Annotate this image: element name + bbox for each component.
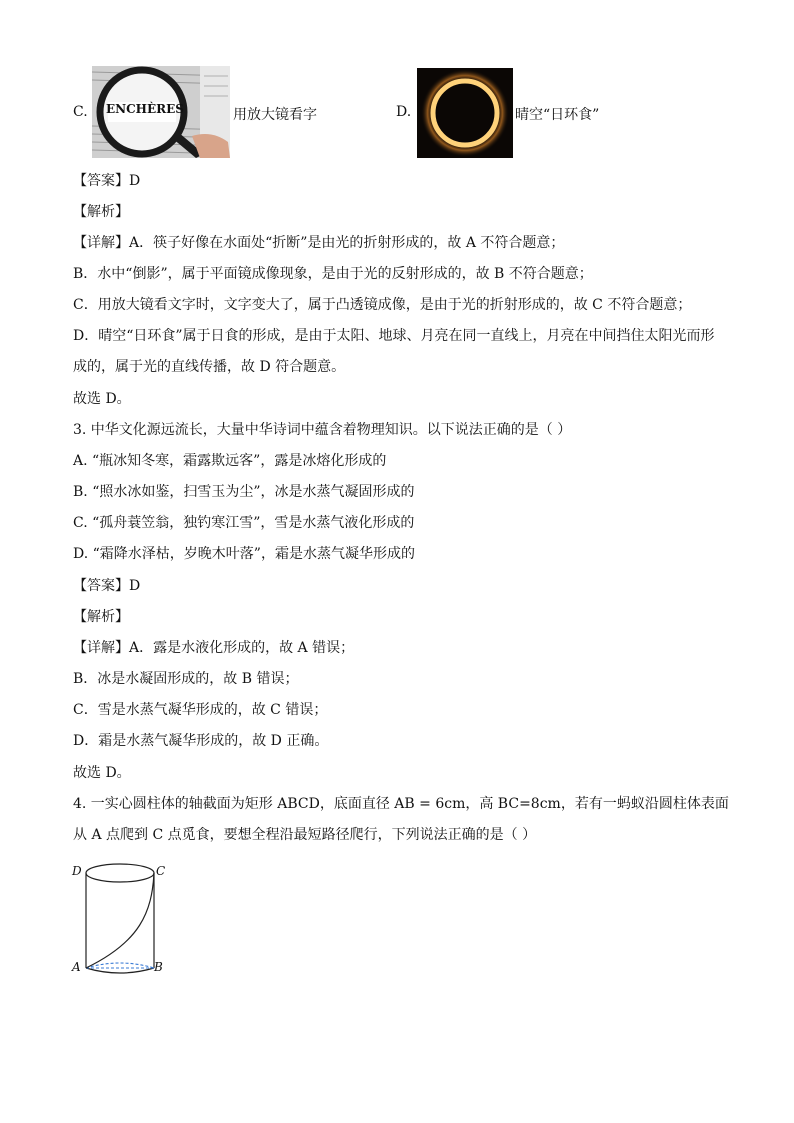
q2-detail-line: C．用放大镜看文字时，文字变大了，属于凸透镜成像，是由于光的折射形成的，故 C 不符合题意； xyxy=(73,297,692,313)
q4-stem-line: 从 A 点爬到 C 点觅食，要想全程沿最短路径爬行，下列说法正确的是（ ） xyxy=(73,827,537,843)
label-a: A xyxy=(72,960,81,974)
magnifier-word: ENCHÈRES xyxy=(106,102,184,116)
q2-answer: 【答案】D xyxy=(73,173,141,189)
q2-option-c xyxy=(73,66,403,160)
q3-analysis-title: 【解析】 xyxy=(73,609,129,625)
q2-detail-line: 【详解】A．筷子好像在水面处“折断”是由光的折射形成的，故 A 不符合题意； xyxy=(73,235,565,251)
option-caption: 晴空“日环食” xyxy=(515,107,600,123)
q3-option-a: A. “瓶冰知冬寒，霜露欺远客”，露是冰熔化形成的 xyxy=(73,453,387,469)
option-letter: C. xyxy=(73,104,88,120)
q4-stem-line: 4. 一实心圆柱体的轴截面为矩形 ABCD，底面直径 AB = 6cm，高 BC=8cm，若有一蚂蚁沿圆柱体表面 xyxy=(73,796,729,812)
q3-detail-line: C．雪是水蒸气凝华形成的，故 C 错误； xyxy=(73,702,328,718)
q3-option-c: C. “孤舟蓑笠翁，独钓寒江雪”，雪是水蒸气液化形成的 xyxy=(73,515,415,531)
q2-detail-line: B．水中“倒影”，属于平面镜成像现象，是由于光的反射形成的，故 B 不符合题意； xyxy=(73,266,593,282)
eclipse-picture xyxy=(417,68,513,158)
q2-analysis-title: 【解析】 xyxy=(73,204,129,220)
q3-stem: 3. 中华文化源远流长，大量中华诗词中蕴含着物理知识。以下说法正确的是（ ） xyxy=(73,422,572,438)
q3-detail-line: D．霜是水蒸气凝华形成的，故 D 正确。 xyxy=(73,733,329,749)
label-d: D xyxy=(72,864,82,878)
cylinder-diagram xyxy=(70,862,170,984)
option-letter: D. xyxy=(396,104,412,120)
q3-detail-line: 【详解】A．露是水液化形成的，故 A 错误； xyxy=(73,640,355,656)
label-c: C xyxy=(156,864,166,878)
q3-conclusion: 故选 D。 xyxy=(73,765,131,781)
q2-option-d xyxy=(396,66,726,160)
q2-options-row xyxy=(73,66,733,160)
q3-option-d: D. “霜降水泽枯，岁晚木叶落”，霜是水蒸气凝华形成的 xyxy=(73,546,415,562)
q2-detail-line: D．晴空“日环食”属于日食的形成，是由于太阳、地球、月亮在同一直线上，月亮在中间挡住太阳光而形 xyxy=(73,328,715,344)
q3-option-b: B. “照水冰如鉴，扫雪玉为尘”，冰是水蒸气凝固形成的 xyxy=(73,484,415,500)
option-caption: 用放大镜看字 xyxy=(233,107,317,123)
q2-detail-line: 成的，属于光的直线传播，故 D 符合题意。 xyxy=(73,359,346,375)
q3-detail-line: B．冰是水凝固形成的，故 B 错误； xyxy=(73,671,299,687)
eclipse-image xyxy=(417,68,513,158)
magnifier-image xyxy=(92,66,230,158)
q2-conclusion: 故选 D。 xyxy=(73,391,131,407)
label-b: B xyxy=(154,960,163,974)
q3-answer: 【答案】D xyxy=(73,578,141,594)
